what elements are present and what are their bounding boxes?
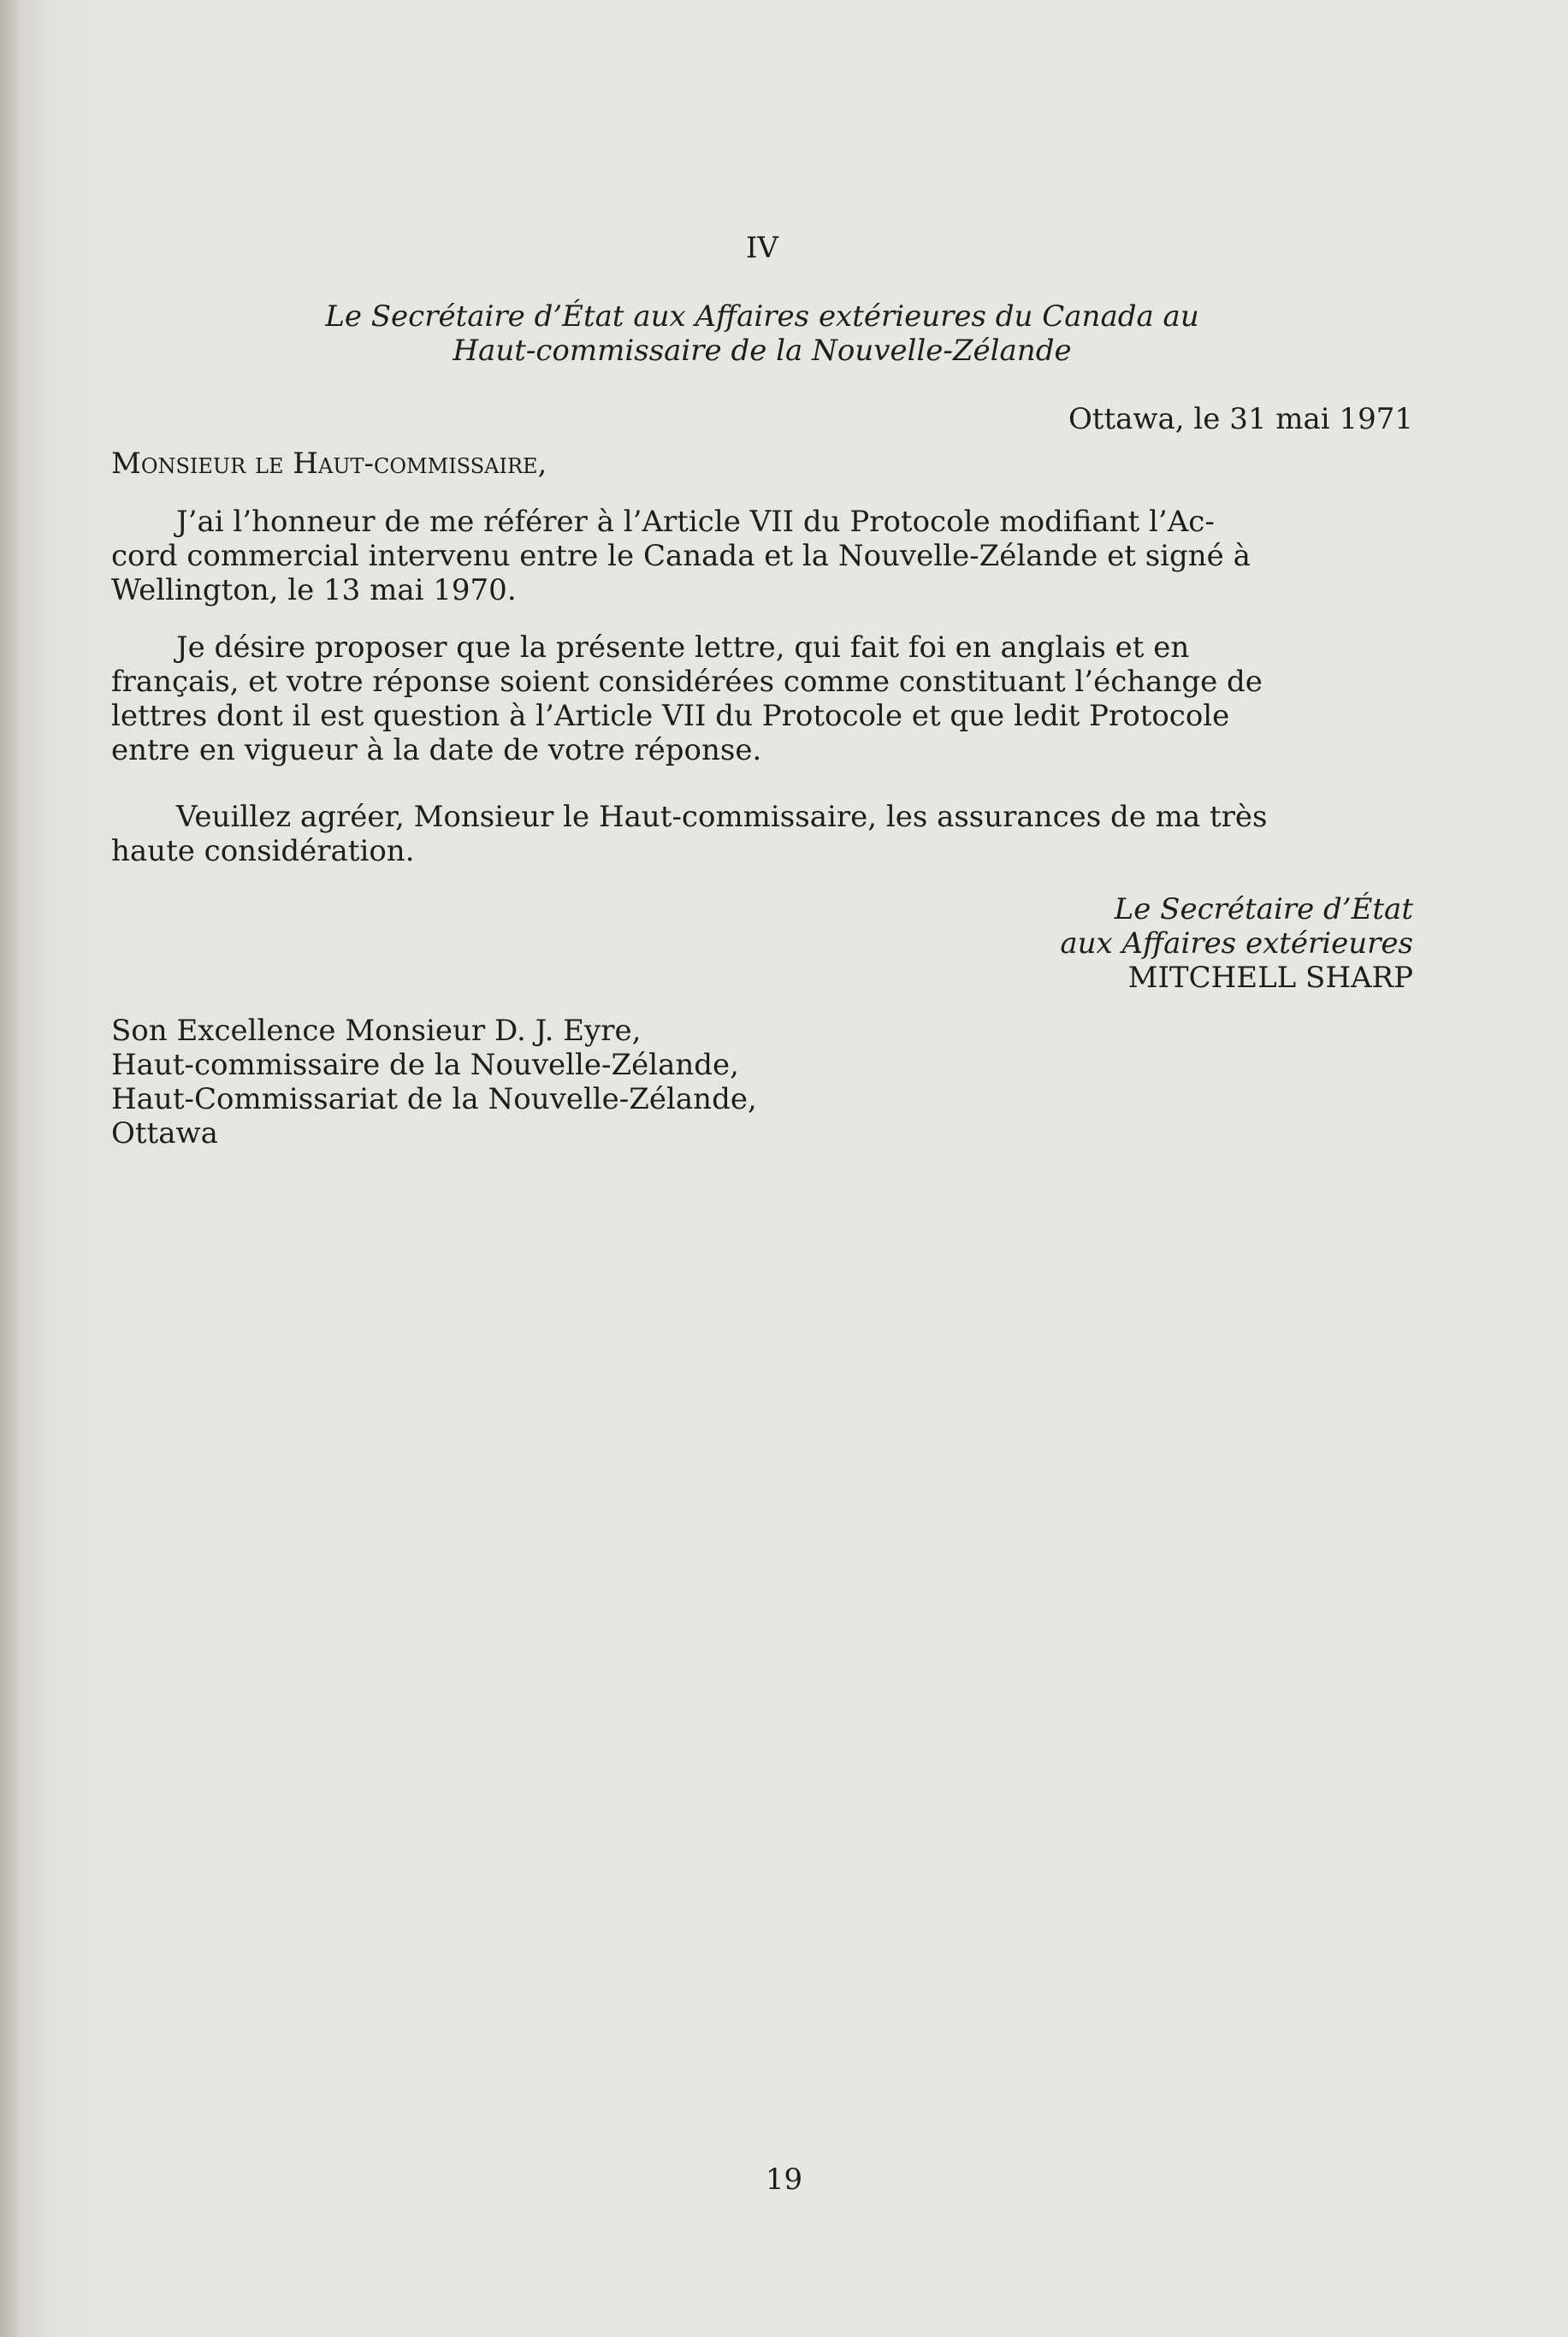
- heading-line-1: Le Secrétaire d’État aux Affaires extérieures du Canada au: [325, 299, 1199, 334]
- page-number: 19: [765, 2162, 803, 2197]
- signature-title-line-2: aux Affaires extérieures: [1060, 926, 1413, 961]
- salutation: Monsieur le Haut-commissaire,: [111, 447, 547, 481]
- signature-block: [111, 892, 1413, 995]
- signature-name: MITCHELL SHARP: [1127, 961, 1413, 995]
- paragraph-3-line: Veuillez agréer, Monsieur le Haut-commissaire, les assurances de ma très: [176, 800, 1268, 834]
- section-numeral: IV: [746, 231, 778, 265]
- paragraph-2-line: français, et votre réponse soient considérées comme constituant l’échange de: [111, 665, 1263, 699]
- addressee-block: [111, 1014, 1413, 1151]
- paragraph-1-line: J’ai l’honneur de me référer à l’Article VII du Protocole modifiant l’Ac-: [176, 505, 1215, 539]
- addressee-line: Haut-Commissariat de la Nouvelle-Zélande,: [111, 1082, 757, 1116]
- addressee-line: Haut-commissaire de la Nouvelle-Zélande,: [111, 1048, 739, 1082]
- signature-title-line-1: Le Secrétaire d’État: [1114, 892, 1413, 926]
- place-date: Ottawa, le 31 mai 1971: [1068, 402, 1413, 436]
- addressee-line: Ottawa: [111, 1116, 218, 1151]
- paragraph-2-line: entre en vigueur à la date de votre réponse.: [111, 733, 762, 767]
- paragraph-1-line: Wellington, le 13 mai 1970.: [111, 573, 517, 607]
- heading-line-2: Haut-commissaire de la Nouvelle-Zélande: [453, 334, 1072, 368]
- addressee-line: Son Excellence Monsieur D. J. Eyre,: [111, 1014, 642, 1048]
- paragraph-1: [111, 505, 1413, 607]
- paragraph-1-line: cord commercial intervenu entre le Canada et la Nouvelle-Zélande et signé à: [111, 539, 1251, 573]
- paragraph-2-line: lettres dont il est question à l’Article VII du Protocole et que ledit Protocole: [111, 699, 1230, 733]
- paragraph-2-line: Je désire proposer que la présente lettre, qui fait foi en anglais et en: [176, 630, 1190, 665]
- book-spine-shadow: [0, 0, 19, 2337]
- paragraph-3-line: haute considération.: [111, 834, 415, 868]
- letter-heading: [111, 299, 1413, 368]
- paragraph-3: [111, 800, 1413, 868]
- paragraph-2: [111, 630, 1413, 767]
